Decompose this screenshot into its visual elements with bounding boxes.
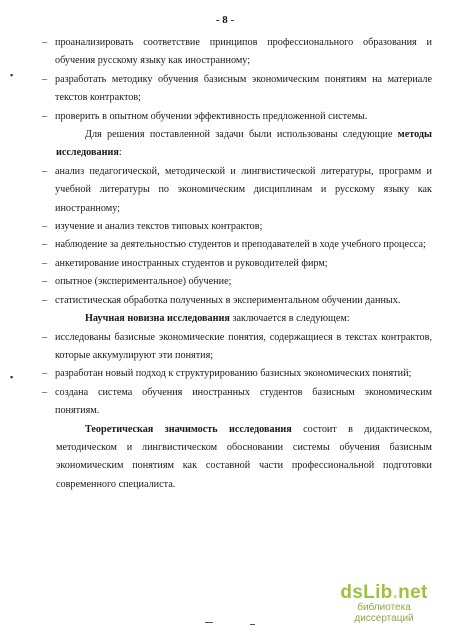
watermark-subtitle: библиотека диссертаций <box>354 602 414 624</box>
methods-heading: методы исследования <box>56 129 432 159</box>
list-item-text: наблюдение за деятельностью студентов и преподавателей в ходе учебного процесса; <box>55 239 426 251</box>
list-item <box>42 218 432 236</box>
novelty-heading: Научная новизна исследования <box>85 313 230 325</box>
dash-marker: – <box>42 257 48 269</box>
significance-text: состоит в дидактическом, методическом и лингвистическом обосновании системы обучения базисным экономическим понятиям как составной части профессиональной подготовки современного специалиста. <box>56 423 433 490</box>
document-body <box>42 34 433 494</box>
list-item <box>42 255 432 273</box>
list-item <box>42 108 432 126</box>
novelty-intro <box>56 310 432 328</box>
list-item <box>42 384 432 421</box>
list-item-text: изучение и анализ текстов типовых контрактов; <box>55 221 263 233</box>
list-item <box>42 71 432 108</box>
list-item-text: проанализировать соответствие принципов профессионального образования и обучения русскому языку как иностранному; <box>55 37 432 67</box>
list-item <box>42 236 432 254</box>
significance-paragraph <box>56 421 432 495</box>
list-item-text: разработан новый подход к структурированию базисных экономических понятий; <box>55 368 412 380</box>
list-item-text: разработать методику обучения базисным экономическим понятиям на материале текстов контрактов; <box>55 73 432 104</box>
methods-intro-tail: : <box>118 147 122 159</box>
dash-marker: – <box>42 239 48 251</box>
dash-marker: – <box>42 165 48 177</box>
dash-marker: – <box>42 294 48 306</box>
methods-intro-lead: Для решения поставленной задачи были использованы следующие <box>85 129 398 141</box>
dash-marker: – <box>42 386 48 398</box>
list-item <box>42 34 432 71</box>
dash-marker: – <box>42 221 48 233</box>
watermark <box>330 582 438 624</box>
margin-mark: ▪ <box>10 70 14 80</box>
margin-mark: ▪ <box>10 372 14 382</box>
scan-speck <box>205 622 213 623</box>
dash-marker: – <box>42 368 48 380</box>
methods-intro <box>56 126 432 163</box>
dash-marker: – <box>42 110 48 122</box>
list-item <box>42 329 432 366</box>
list-item-text: статистическая обработка полученных в экспериментальном обучении данных. <box>55 294 401 306</box>
dash-marker: – <box>42 276 48 288</box>
page-number: - 8 - <box>215 14 235 26</box>
list-item <box>42 163 432 218</box>
watermark-logo: dsLib.net <box>340 582 428 603</box>
significance-heading: Теоретическая значимость исследования <box>85 423 292 435</box>
list-item-text: исследованы базисные экономические понятия, содержащиеся в текстах контрактов, которые аккумулируют эти понятия; <box>55 331 432 361</box>
list-item-text: опытное (экспериментальное) обучение; <box>55 276 232 288</box>
list-item <box>42 365 432 383</box>
dash-marker: – <box>42 37 48 48</box>
list-item-text: анкетирование иностранных студентов и руководителей фирм; <box>55 257 328 269</box>
methods-list <box>42 163 432 310</box>
dash-marker: – <box>42 73 48 85</box>
scan-speck <box>250 624 255 625</box>
novelty-intro-tail: заключается в следующем: <box>229 313 350 325</box>
list-item-text: анализ педагогической, методической и лингвистической литературы, программ и учебной литературы по экономическим дисциплинам и русскому языку как иностранному; <box>55 165 432 214</box>
list-item <box>42 292 432 310</box>
novelty-list <box>42 329 432 421</box>
list-item <box>42 273 432 291</box>
list-item-text: создана система обучения иностранных студентов базисным экономическим понятиям. <box>55 386 432 417</box>
goals-list <box>42 34 432 126</box>
dash-marker: – <box>42 331 48 343</box>
list-item-text: проверить в опытном обучении эффективность предложенной системы. <box>55 110 368 122</box>
